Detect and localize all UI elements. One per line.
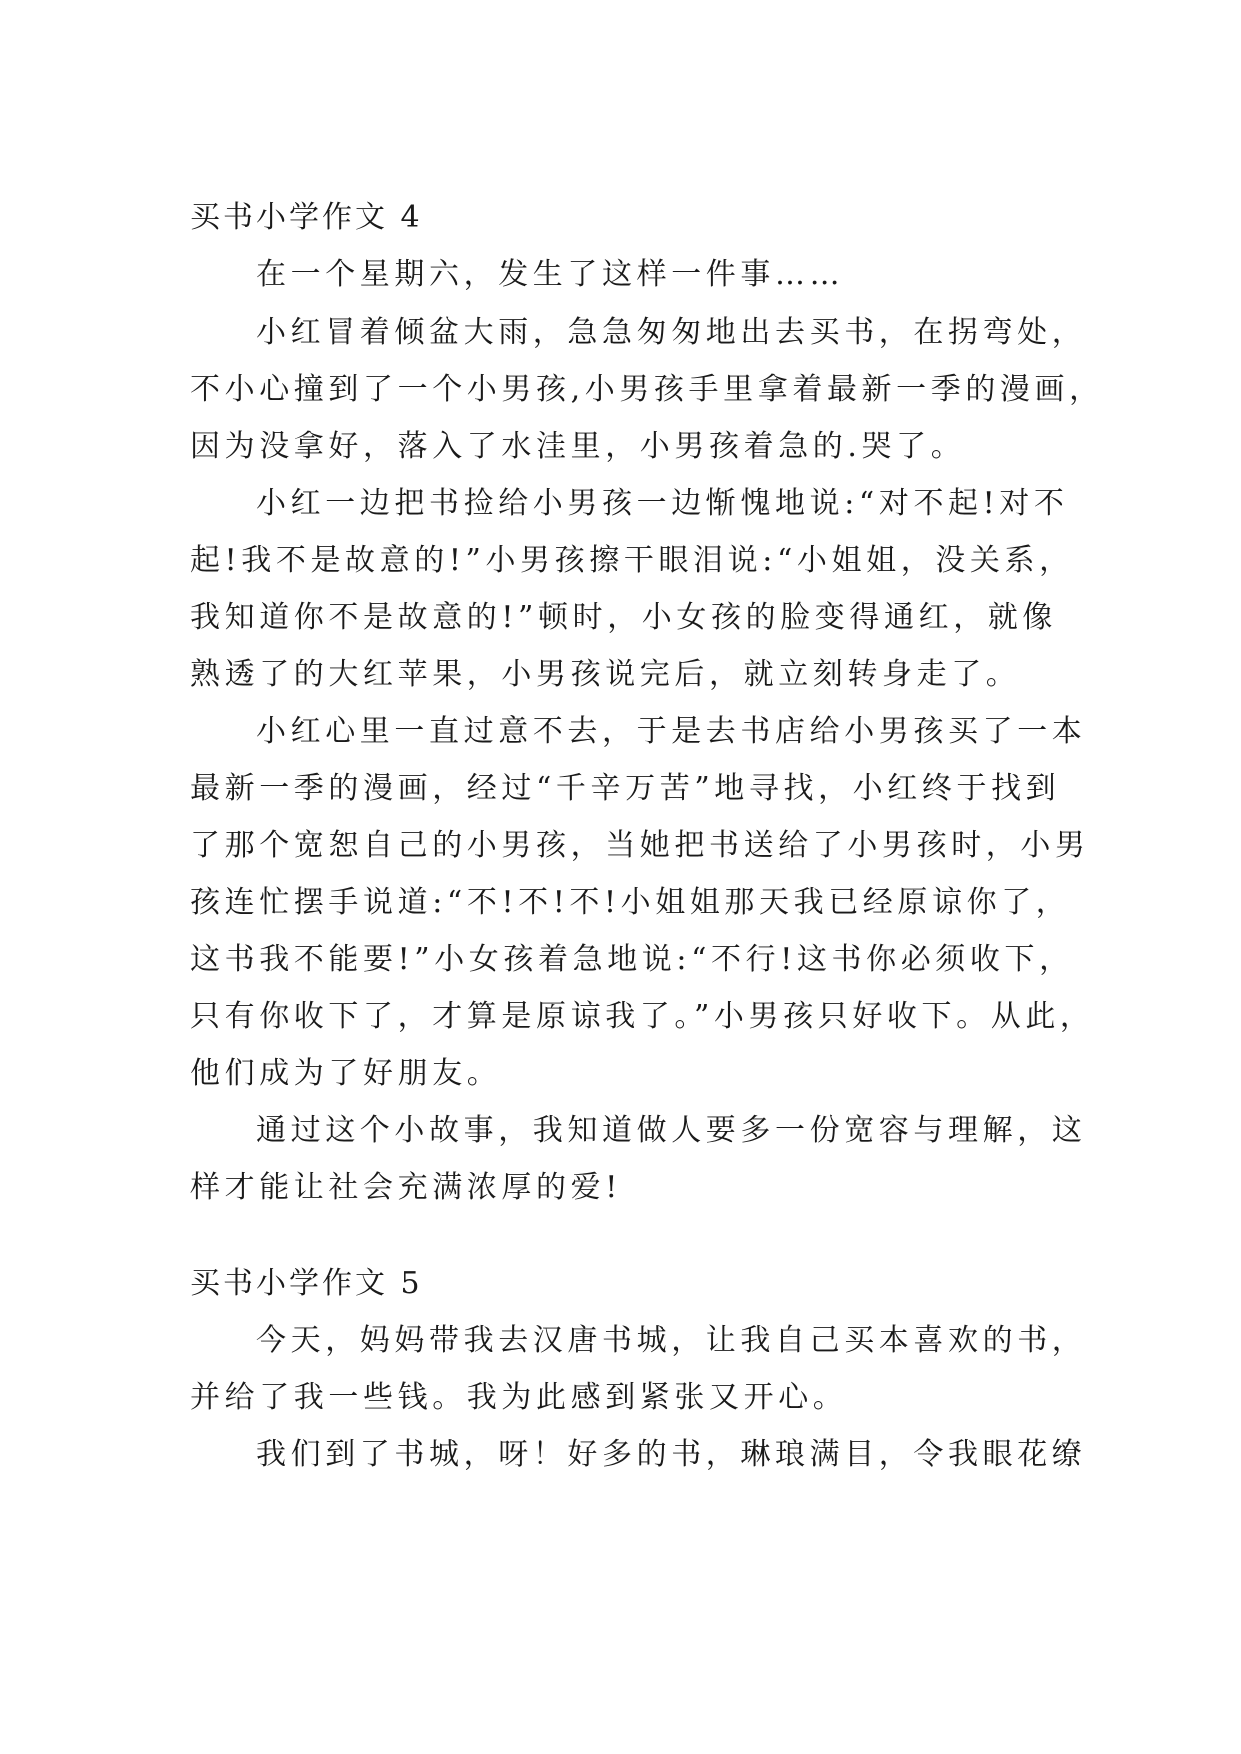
section-title: 买书小学作文 5: [190, 1266, 423, 1301]
paragraph-line: 了那个宽恕自己的小男孩，当她把书送给了小男孩时，小男: [190, 828, 1090, 863]
paragraph-line: 孩连忙摆手说道:“不!不!不!小姐姐那天我已经原谅你了，: [190, 885, 1071, 920]
paragraph-line: 小红心里一直过意不去，于是去书店给小男孩买了一本: [256, 714, 1087, 749]
paragraph-line: 在一个星期六，发生了这样一件事……: [256, 257, 845, 292]
paragraph-line: 不小心撞到了一个小男孩,小男孩手里拿着最新一季的漫画，: [190, 372, 1104, 407]
paragraph-line: 通过这个小故事，我知道做人要多一份宽容与理解，这: [256, 1113, 1087, 1148]
paragraph-line: 这书我不能要!”小女孩着急地说:“不行!这书你必须收下，: [190, 942, 1074, 977]
paragraph-line: 并给了我一些钱。我为此感到紧张又开心。: [190, 1380, 848, 1415]
paragraph-line: 我知道你不是故意的!”顿时，小女孩的脸变得通红，就像: [190, 600, 1057, 635]
paragraph-line: 最新一季的漫画，经过“千辛万苦”地寻找，小红终于找到: [190, 771, 1061, 806]
paragraph-line: 熟透了的大红苹果，小男孩说完后，就立刻转身走了。: [190, 657, 1021, 692]
paragraph-line: 小红一边把书捡给小男孩一边惭愧地说:“对不起!对不: [256, 486, 1069, 521]
section-title: 买书小学作文 4: [190, 200, 423, 235]
paragraph-line: 小红冒着倾盆大雨，急急匆匆地出去买书，在拐弯处，: [256, 315, 1087, 350]
paragraph-line: 样才能让社会充满浓厚的爱!: [190, 1170, 622, 1205]
paragraph-line: 今天，妈妈带我去汉唐书城，让我自己买本喜欢的书，: [256, 1323, 1087, 1358]
paragraph-line: 我们到了书城，呀！好多的书，琳琅满目，令我眼花缭: [256, 1437, 1087, 1472]
paragraph-line: 只有你收下了，才算是原谅我了。”小男孩只好收下。从此，: [190, 999, 1095, 1034]
paragraph-line: 因为没拿好，落入了水洼里，小男孩着急的.哭了。: [190, 429, 966, 464]
paragraph-line: 起!我不是故意的!”小男孩擦干眼泪说:“小姐姐，没关系，: [190, 543, 1074, 578]
paragraph-line: 他们成为了好朋友。: [190, 1056, 502, 1091]
